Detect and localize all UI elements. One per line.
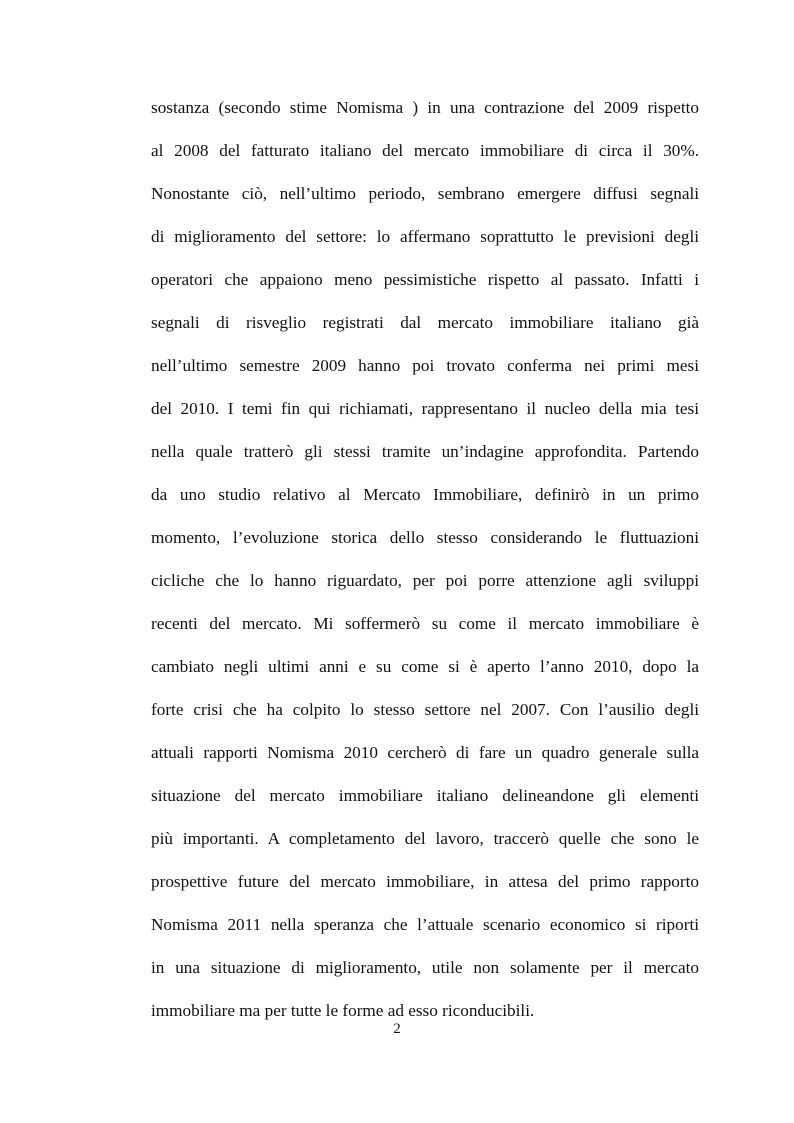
text-line: nell’ultimo semestre 2009 hanno poi trovato conferma nei primi mesi: [151, 356, 699, 375]
page-number: 2: [393, 1021, 401, 1037]
text-line: al 2008 del fatturato italiano del mercato immobiliare di circa il 30%.: [151, 141, 699, 160]
text-line: attuali rapporti Nomisma 2010 cercherò di fare un quadro generale sulla: [151, 743, 699, 762]
text-line: sostanza (secondo stime Nomisma ) in una contrazione del 2009 rispetto: [151, 98, 699, 117]
text-line: prospettive future del mercato immobiliare, in attesa del primo rapporto: [151, 872, 699, 891]
text-line: più importanti. A completamento del lavoro, traccerò quelle che sono le: [151, 829, 699, 848]
text-line: momento, l’evoluzione storica dello stesso considerando le fluttuazioni: [151, 528, 699, 547]
text-line-last: immobiliare ma per tutte le forme ad esso riconducibili.: [151, 1001, 535, 1020]
text-line: in una situazione di miglioramento, utile non solamente per il mercato: [151, 958, 699, 977]
text-line: cicliche che lo hanno riguardato, per poi porre attenzione agli sviluppi: [151, 571, 699, 590]
body-paragraph: [151, 86, 699, 1032]
text-line: forte crisi che ha colpito lo stesso settore nel 2007. Con l’ausilio degli: [151, 700, 699, 719]
text-line: cambiato negli ultimi anni e su come si è aperto l’anno 2010, dopo la: [151, 657, 699, 676]
text-line: di miglioramento del settore: lo affermano soprattutto le previsioni degli: [151, 227, 699, 246]
text-line: Nomisma 2011 nella speranza che l’attuale scenario economico si riporti: [151, 915, 699, 934]
text-line: nella quale tratterò gli stessi tramite un’indagine approfondita. Partendo: [151, 442, 699, 461]
text-line: operatori che appaiono meno pessimistiche rispetto al passato. Infatti i: [151, 270, 699, 289]
text-line: da uno studio relativo al Mercato Immobiliare, definirò in un primo: [151, 485, 699, 504]
text-line: del 2010. I temi fin qui richiamati, rappresentano il nucleo della mia tesi: [151, 399, 699, 418]
text-line: recenti del mercato. Mi soffermerò su come il mercato immobiliare è: [151, 614, 699, 633]
text-line: situazione del mercato immobiliare italiano delineandone gli elementi: [151, 786, 699, 805]
text-line: segnali di risveglio registrati dal mercato immobiliare italiano già: [151, 313, 699, 332]
text-line: Nonostante ciò, nell’ultimo periodo, sembrano emergere diffusi segnali: [151, 184, 699, 203]
